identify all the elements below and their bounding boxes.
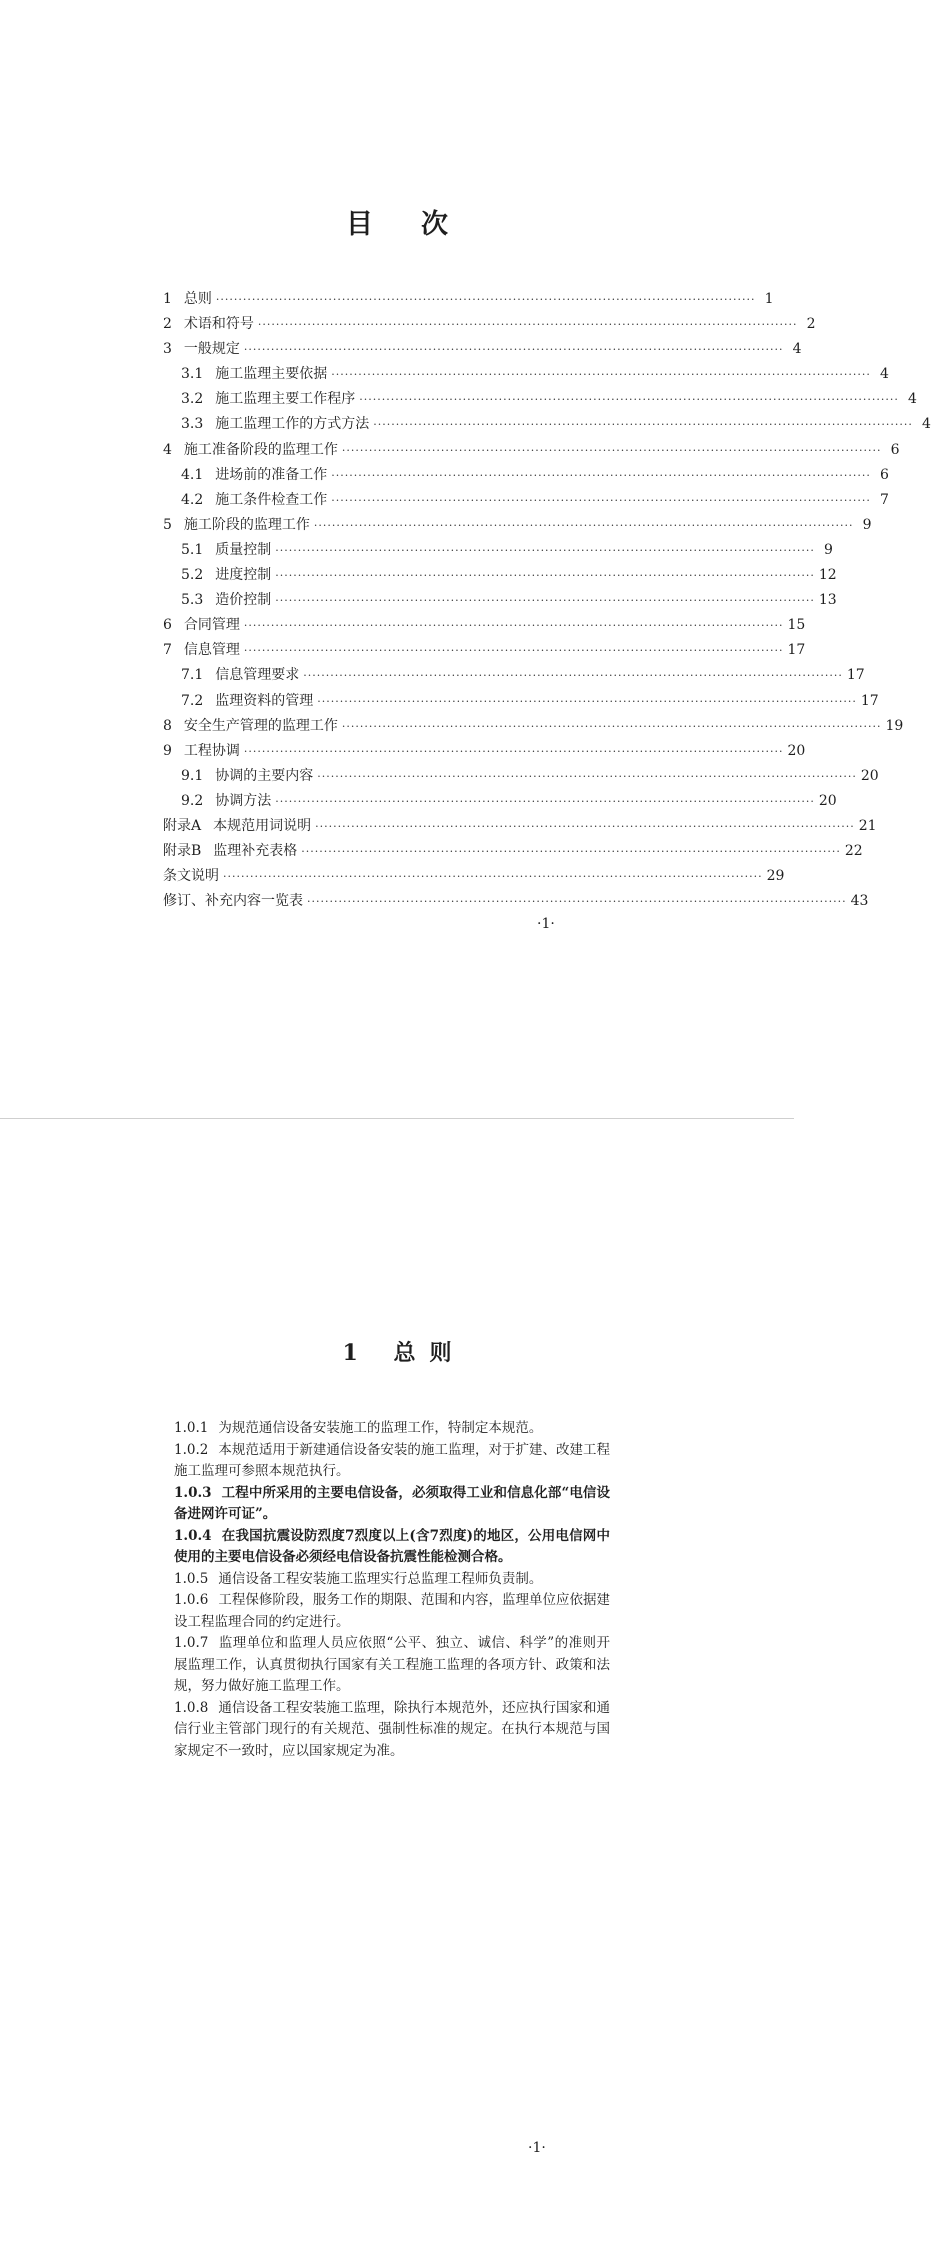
toc-entry-title: 总则 [183,291,212,307]
toc-entry-page: 6 [890,441,900,458]
toc-leader-dots: ························································································································ [243,343,784,357]
toc-leader-dots: ························································································································ [317,694,857,708]
toc-leader-dots: ························································································································ [275,569,815,583]
toc-entry-number: 2 [163,316,172,333]
toc-entry-page: 4 [921,416,931,433]
toc-entry-number: 3.2 [181,391,204,408]
toc-leader-dots: ························································································································ [215,293,756,306]
toc-entry[interactable] [163,412,931,437]
toc-entry-title: 工程协调 [183,742,240,759]
toc-entry-page: 13 [818,592,837,609]
toc-entry-number: 5.2 [181,567,204,584]
toc-entry-number: 1 [163,291,172,307]
toc-entry[interactable] [163,588,837,613]
toc-entry-page: 4 [907,391,917,408]
toc-entry-title: 修订、补充内容一览表 [163,893,303,910]
clause-text: 工程中所采用的主要电信设备，必须取得工业和信息化部“电信设备进网许可证”。 [174,1484,610,1522]
toc-entry[interactable] [163,714,904,739]
toc-entry-number: 7 [163,642,172,659]
toc-entry-title: 术语和符号 [183,316,254,333]
toc-leader-dots: ························································································································ [331,493,871,507]
toc-entry-page: 15 [787,617,806,634]
toc-entry[interactable] [163,663,865,688]
clause-text: 通信设备工程安装施工监理实行总监理工程师负责制。 [218,1570,543,1587]
clause-number: 1.0.8 [174,1699,209,1716]
toc-entry-page: 19 [885,717,904,734]
toc-leader-dots: ························································································································ [301,845,841,859]
clause-number: 1.0.5 [174,1570,209,1587]
clause-paragraph [174,1483,610,1526]
toc-entry-title: 施工监理工作的方式方法 [215,416,370,433]
toc-entry-title: 进场前的准备工作 [215,466,328,483]
toc-entry[interactable] [163,864,785,889]
toc-entry-page: 29 [766,868,785,885]
toc-entry-title: 监理资料的管理 [215,692,314,709]
toc-entry-page: 12 [818,567,837,584]
toc-list [163,287,931,914]
toc-entry-number: 5.1 [181,541,204,558]
toc-entry-page: 20 [787,742,806,759]
toc-entry[interactable] [163,638,806,663]
toc-entry[interactable] [163,814,877,839]
toc-entry-page: 43 [850,893,869,910]
toc-entry[interactable] [163,362,889,387]
toc-entry-number: 8 [163,717,172,734]
toc-entry-number: 3.1 [181,366,204,383]
toc-entry-title: 质量控制 [215,541,272,558]
toc-entry[interactable] [163,563,837,588]
toc-page [0,0,931,1118]
clause-text: 在我国抗震设防烈度7烈度以上(含7烈度)的地区，公用电信网中使用的主要电信设备必须经电信设备抗震性能检测合格。 [174,1527,610,1565]
toc-leader-dots: ························································································································ [313,518,854,532]
toc-entry[interactable] [163,739,806,764]
clause-number: 1.0.4 [174,1527,212,1544]
clause-text: 通信设备工程安装施工监理，除执行本规范外，还应执行国家和通信行业主管部门现行的有关规范、强制性标准的规定。在执行本规范与国家规定不一致时，应以国家规定为准。 [174,1699,610,1759]
toc-entry[interactable] [163,789,837,814]
clause-number: 1.0.2 [174,1441,209,1458]
toc-entry-page: 2 [806,316,816,333]
toc-leader-dots: ························································································································ [331,468,871,482]
toc-entry-number: 4.2 [181,491,204,508]
toc-entry-page: 4 [879,366,889,383]
toc-entry-number: 4 [163,441,172,458]
toc-entry-page: 17 [787,642,806,659]
toc-entry-number: 7.2 [181,692,204,709]
toc-entry-title: 条文说明 [163,868,219,885]
toc-leader-dots: ························································································································ [243,619,784,633]
clause-paragraph [174,1633,610,1698]
toc-leader-dots: ························································································································ [243,644,784,658]
chapter-page-number: ·1· [528,2140,546,2156]
toc-entry[interactable] [163,613,806,638]
toc-leader-dots: ························································································································ [331,368,871,382]
clause-text: 为规范通信设备安装施工的监理工作，特制定本规范。 [218,1420,543,1436]
toc-entry-page: 7 [879,491,889,508]
toc-entry[interactable] [163,839,863,864]
toc-entry-number: 3 [163,341,172,358]
toc-entry-title: 合同管理 [183,617,240,634]
toc-entry-title: 安全生产管理的监理工作 [183,717,338,734]
toc-entry[interactable] [163,438,900,463]
toc-entry-number: 3.3 [181,416,204,433]
toc-entry-title: 协调的主要内容 [215,767,314,784]
toc-leader-dots: ························································································································ [275,794,815,808]
toc-leader-dots: ························································································································ [243,744,784,758]
toc-leader-dots: ························································································································ [275,543,815,557]
toc-entry-page: 4 [792,341,802,358]
toc-entry-number: 附录A [163,817,202,834]
toc-leader-dots: ························································································································ [373,418,913,432]
toc-entry[interactable] [163,689,879,714]
toc-entry-page: 9 [823,541,833,558]
toc-leader-dots: ························································································································ [307,895,847,909]
toc-entry-number: 9.1 [181,767,204,784]
toc-entry[interactable] [163,337,802,362]
chapter-title: 1 总则 [342,1340,466,1366]
toc-entry-number: 附录B [163,843,202,860]
toc-entry[interactable] [163,463,889,488]
toc-leader-dots: ························································································································ [257,318,798,332]
toc-entry-number: 9 [163,742,172,759]
toc-leader-dots: ························································································································ [275,594,815,608]
toc-entry-title: 进度控制 [215,567,272,584]
toc-leader-dots: ························································································································ [223,870,763,884]
chapter-page [0,1126,794,2246]
toc-entry-number: 5 [163,516,172,533]
toc-entry[interactable] [163,488,889,513]
clause-paragraph [174,1590,610,1633]
toc-entry-title: 造价控制 [215,592,272,609]
toc-entry-page: 9 [862,516,872,533]
toc-entry-title: 施工监理主要工作程序 [215,391,356,408]
toc-entry-number: 5.3 [181,592,204,609]
toc-entry[interactable] [163,513,872,538]
toc-entry-title: 施工准备阶段的监理工作 [183,441,338,458]
toc-entry-number: 9.2 [181,792,204,809]
toc-entry-title: 信息管理 [183,642,240,659]
toc-entry-page: 17 [860,692,879,709]
toc-entry-title: 一般规定 [183,341,240,358]
toc-entry-title: 施工阶段的监理工作 [183,516,310,533]
clause-text: 监理单位和监理人员应依照“公平、独立、诚信、科学”的准则开展监理工作，认真贯彻执行国家有关工程施工监理的各项方针、政策和法规，努力做好施工监理工作。 [174,1635,610,1694]
toc-entry-number: 4.1 [181,466,204,483]
toc-entry-number: 7.1 [181,667,204,684]
clause-paragraph [174,1698,610,1763]
clause-paragraph [174,1418,610,1440]
toc-entry-page: 1 [764,291,774,307]
clause-paragraph [174,1440,610,1483]
toc-entry-page: 22 [844,843,863,860]
toc-entry-page: 6 [879,466,889,483]
toc-entry-number: 6 [163,617,172,634]
toc-entry[interactable] [163,312,816,337]
toc-leader-dots: ························································································································ [359,393,899,407]
toc-entry-title: 协调方法 [215,792,272,809]
toc-entry-title: 信息管理要求 [215,667,300,684]
toc-leader-dots: ························································································································ [317,769,857,783]
toc-entry[interactable] [163,889,869,914]
toc-entry-title: 施工条件检查工作 [215,491,328,508]
toc-leader-dots: ························································································································ [315,819,855,833]
toc-entry-title: 本规范用词说明 [213,817,312,834]
toc-leader-dots: ························································································································ [303,669,843,683]
toc-entry[interactable] [163,287,774,312]
clause-number: 1.0.7 [174,1635,209,1651]
toc-leader-dots: ························································································································ [341,443,882,457]
toc-page-number: ·1· [537,916,555,932]
clause-number: 1.0.6 [174,1592,209,1608]
toc-leader-dots: ························································································································ [341,719,882,733]
clause-text: 工程保修阶段，服务工作的期限、范围和内容，监理单位应依据建设工程监理合同的约定进行。 [174,1592,610,1630]
toc-entry-title: 施工监理主要依据 [215,366,328,383]
toc-entry-page: 20 [818,792,837,809]
clause-list [174,1418,610,1762]
toc-entry[interactable] [163,538,833,563]
clause-number: 1.0.1 [174,1420,209,1436]
clause-paragraph [174,1569,610,1591]
toc-entry[interactable] [163,387,917,412]
toc-entry[interactable] [163,764,879,789]
toc-entry-page: 17 [846,667,865,684]
clause-paragraph [174,1526,610,1569]
toc-entry-page: 20 [860,767,879,784]
toc-entry-title: 监理补充表格 [213,843,298,860]
clause-number: 1.0.3 [174,1484,212,1501]
toc-entry-page: 21 [858,817,877,834]
toc-title: 目次 [346,209,496,240]
clause-text: 本规范适用于新建通信设备安装的施工监理，对于扩建、改建工程施工监理可参照本规范执行。 [174,1441,610,1479]
